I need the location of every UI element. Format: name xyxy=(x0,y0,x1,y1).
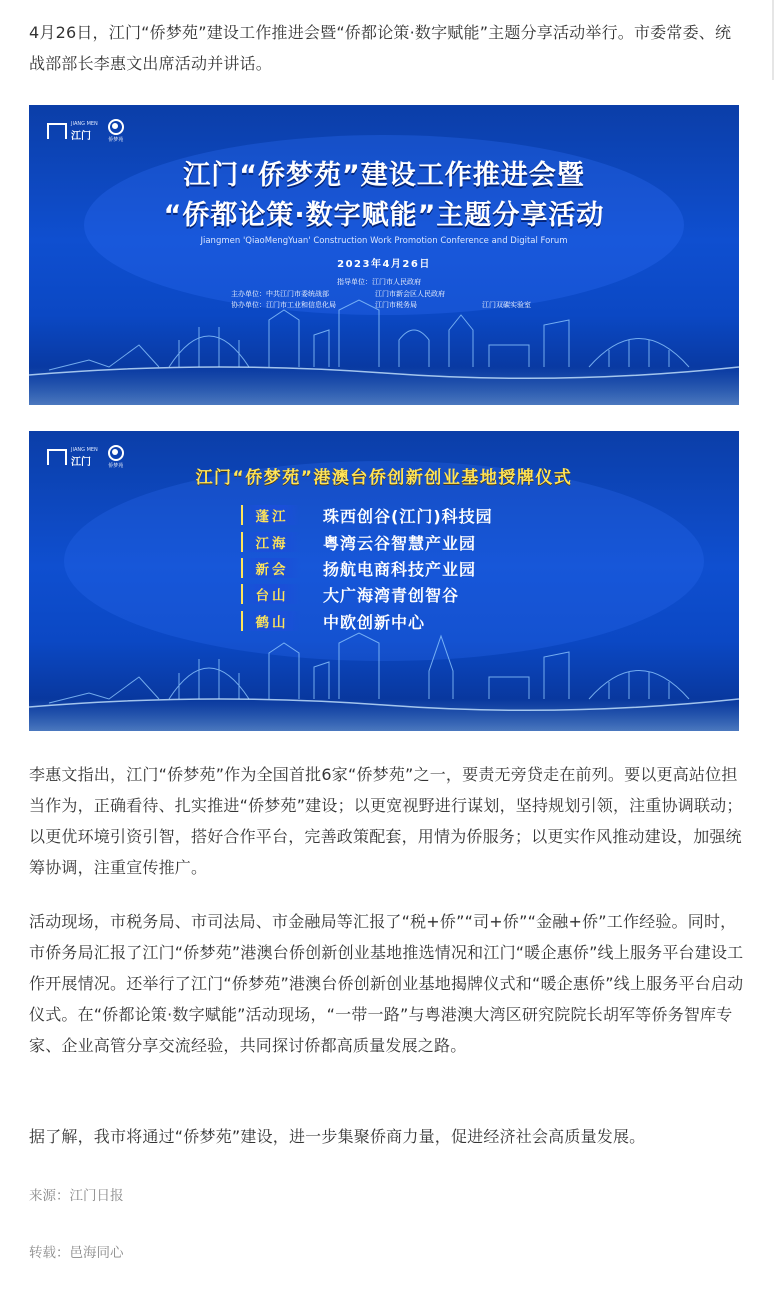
banner2-title: 江门“侨梦苑”港澳台侨创新创业基地授牌仪式 xyxy=(195,468,573,488)
banner-title-line2: “侨都论策·数字赋能”主题分享活动 xyxy=(163,200,605,231)
base-row xyxy=(241,504,493,526)
district-tag: 江海 xyxy=(241,532,301,552)
co-unit-3: 江门双碳实验室 xyxy=(482,301,531,309)
repost-note: 转载：邑海同心 xyxy=(29,1245,124,1261)
base-name: 大广海湾青创智谷 xyxy=(323,585,460,605)
guide-unit: 指导单位：江门市人民政府 xyxy=(337,278,421,286)
source-note: 来源：江门日报 xyxy=(29,1188,124,1204)
base-row xyxy=(241,531,476,553)
conference-banner-image xyxy=(29,105,739,405)
co-unit: 协办单位：江门市工业和信息化局 xyxy=(231,301,336,309)
body-paragraph-3: 据了解，我市将通过“侨梦苑”建设，进一步集聚侨商力量，促进经济社会高质量发展。 xyxy=(29,1127,646,1146)
base-name: 扬航电商科技产业园 xyxy=(323,559,477,579)
body-paragraph-2: 活动现场，市税务局、市司法局、市金融局等汇报了“税+侨”“司+侨”“金融+侨”工作经验。同时，市侨务局汇报了江门“侨梦苑”港澳台侨创新创业基地推选情况和江门“暖企惠侨”线上服务平台建设工作开展情况。还举行了江门“侨梦苑”港澳台侨创新创业基地揭牌仪式和“暖企惠侨”线上服务平台启动仪式。在“侨都论策·数字赋能”活动现场，“一带一路”与粤港澳大湾区研究院院长胡军等侨务智库专家、企业高管分享交流经验，共同探讨侨都高质量发展之路。 xyxy=(29,912,744,1055)
base-name: 中欧创新中心 xyxy=(323,612,426,632)
jiangmen-logo-2: JIANG MEN 江门 xyxy=(47,447,98,468)
jiangmen-logo: JIANG MEN 江门 xyxy=(47,121,98,142)
district-tag: 蓬江 xyxy=(241,505,301,525)
banner-subtitle-en: Jiangmen 'QiaoMengYuan' Construction Work Promotion Conference and Digital Forum xyxy=(200,236,568,246)
qiaomengyuan-logo-2: 侨梦苑 xyxy=(108,445,124,469)
award-ceremony-banner-image xyxy=(29,431,739,731)
banner-logos xyxy=(47,119,124,143)
base-row xyxy=(241,557,476,579)
district-tag: 鹤山 xyxy=(241,611,301,631)
host-unit: 主办单位：中共江门市委统战部 xyxy=(231,290,329,298)
banner-date: 2023年4月26日 xyxy=(337,259,431,270)
base-name: 珠西创谷(江门)科技园 xyxy=(323,506,493,526)
base-row xyxy=(241,610,425,632)
body-paragraph-1: 李惠文指出，江门“侨梦苑”作为全国首批6家“侨梦苑”之一，要责无旁贷走在前列。要以更高站位担当作为，正确看待、扎实推进“侨梦苑”建设；以更宽视野进行谋划，坚持规划引领，注重协调联动；以更优环境引资引智，搭好合作平台，完善政策配套，用情为侨服务；以更实作风推动建设，加强统筹协调，注重宣传推广。 xyxy=(29,765,743,877)
district-tag: 新会 xyxy=(241,558,301,578)
district-tag: 台山 xyxy=(241,584,301,604)
intro-paragraph: 4月26日，江门“侨梦苑”建设工作推进会暨“侨都论策·数字赋能”主题分享活动举行。市委常委、统战部部长李惠文出席活动并讲话。 xyxy=(29,23,732,73)
host-unit-2: 江门市新会区人民政府 xyxy=(375,290,445,298)
base-row xyxy=(241,583,459,605)
qiaomengyuan-logo: 侨梦苑 xyxy=(108,119,124,143)
banner-title-line1: 江门“侨梦苑”建设工作推进会暨 xyxy=(183,160,585,191)
co-unit-2: 江门市税务局 xyxy=(375,301,417,309)
base-name: 粤湾云谷智慧产业园 xyxy=(323,533,477,553)
